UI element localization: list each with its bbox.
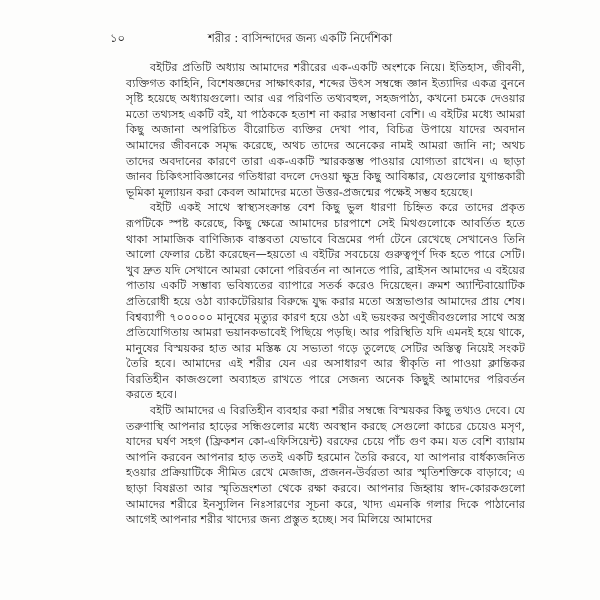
page-number: ১০	[110, 31, 125, 45]
running-title: শরীর : বাসিন্দাদের জন্য একটি নির্দেশিকা	[208, 31, 393, 45]
paragraph-1: বইটির প্রতিটি অধ্যায় আমাদের শরীরের এক-একটি অংশকে নিয়ে। ইতিহাস, জীবনী, ব্যক্তিগত কাহিনি, বিশেষজ্ঞদের সাক্ষাৎকার, শব্দের উৎস সম্বন্ধে জ্ঞান ইত্যাদির একত্র বুননে সৃষ্টি হয়েছে অধ্যায়গুলো। আর এর পরিণতি তথ্যবহুল, সহজপাঠ্য, কখনো চমকে দেওয়ার মতো তথ্যসহ একটি বই, যা পাঠককে হতাশ না করার সম্ভাবনা বেশি। এ বইটির মধ্যে আমরা কিছু অজানা অপরিচিত বীরোচিত ব্যক্তির দেখা পাব, বিচিত্র উপায়ে যাদের অবদান আমাদের জীবনকে সমৃদ্ধ করেছে, অথচ তাদের অনেকের নামই আমরা জানি না; অথচ তাদের অবদানের কারণে তারা এক-একটি স্মারকস্তম্ভ পাওয়ার যোগ্যতা রাখেন। এ ছাড়া জানব চিকিৎসাবিজ্ঞানের গতিধারা বদলে দেওয়া ক্ষুদ্র কিছু আবিষ্কার, যেগুলোর যুগান্তকারী ভূমিকা মূল্যায়ন করা কেবল আমাদের মতো উত্তর-প্রজন্মের পক্ষেই সম্ভব হয়েছে।	[126, 61, 525, 199]
paragraph-3: বইটি আমাদের এ বিরতিহীন ব্যবহার করা শরীর সম্বন্ধে বিস্ময়কর কিছু তথ্যও দেবে। যে তরুণাস্থি আপনার হাড়ের সন্ধিগুলোর মধ্যে অবস্থান করছে সেগুলো কাচের চেয়েও মসৃণ, যাদের ঘর্ষণ সহগ (ফ্রিকশন কো-এফিসিয়েন্ট) বরফের চেয়ে পাঁচ গুণ কম। যত বেশি ব্যায়াম আপনি করবেন আপনার হাড় ততই একটি হরমোন তৈরি করবে, যা আপনার বার্ধক্যজনিত হওয়ার প্রক্রিয়াটিকে সীমিত রেখে মেজাজ, প্রজনন-উর্বরতা আর স্মৃতিশক্তিকে বাড়াবে; এ ছাড়া বিষণ্ণতা আর স্মৃতিভ্রংশতা থেকে রক্ষা করবে। আপনার জিহ্বায় স্বাদ-কোরকগুলো আমাদের শরীরে ইনস্যুলিন নিঃসারণের সূচনা করে, খাদ্য এমনকি গলার দিকে পাঠানোর আগেই আপনার শরীর খাদ্যের জন্য প্রস্তুত হচ্ছে। সব মিলিয়ে আমাদের	[126, 404, 525, 527]
body-text	[126, 60, 525, 528]
paragraph-2: বইটি একই সাথে স্বাস্থ্যসংক্রান্ত বেশ কিছু ভুল ধারণা চিহ্নিত করে তাদের প্রকৃত রূপটিকে স্পষ্ট করেছে, কিছু ক্ষেত্রে আমাদের চারপাশে সেই মিথগুলোকে আবর্তিত হতে থাকা সামাজিক বাণিজ্যিক বাস্তবতা যেভাবে বিভ্রমের পর্দা টেনে রেখেছে সেখানেও তিনি আলো ফেলার চেষ্টা করেছেন—হয়তো এ বইটির সবচেয়ে গুরুত্বপূর্ণ দিক হতে পারে সেটি। খুব দ্রুত যদি সেখানে আমরা কোনো পরিবর্তন না আনতে পারি, ব্রাইসন আমাদের এ বইয়ের পাতায় একটি সম্ভাব্য ভবিষ্যতের ব্যাপারে সতর্ক করেও দিয়েছেন। ক্রমশ অ্যান্টিবায়োটিক প্রতিরোধী হয়ে ওঠা ব্যাকটেরিয়ার বিরুদ্ধে যুদ্ধ করার মতো অস্ত্রভাণ্ডার আমাদের প্রায় শেষ। বিশ্বব্যাপী ৭০০০০০ মানুষের মৃত্যুর কারণ হয়ে ওঠা এই ভয়ংকর অণুজীবগুলোর সাথে অস্ত্র প্রতিযোগিতায় আমরা ভয়ানকভাবেই পিছিয়ে পড়ছি। আর পরিস্থিতি যদি এমনই হয়ে থাকে, মানুষের বিস্ময়কর হাত আর মস্তিষ্ক যে সভ্যতা গড়ে তুলেছে সেটির অস্তিত্ব নিয়েই সংকট তৈরি হবে। আমাদের এই শরীর যেন এর অসাধারণ আর স্বীকৃতি না পাওয়া ক্লান্তিকর বিরতিহীন কাজগুলো অব্যাহত রাখতে পারে সেজন্য অনেক কিছুই আমাদের পরিবর্তন করতে হবে।	[126, 201, 525, 402]
page-header	[100, 30, 530, 46]
